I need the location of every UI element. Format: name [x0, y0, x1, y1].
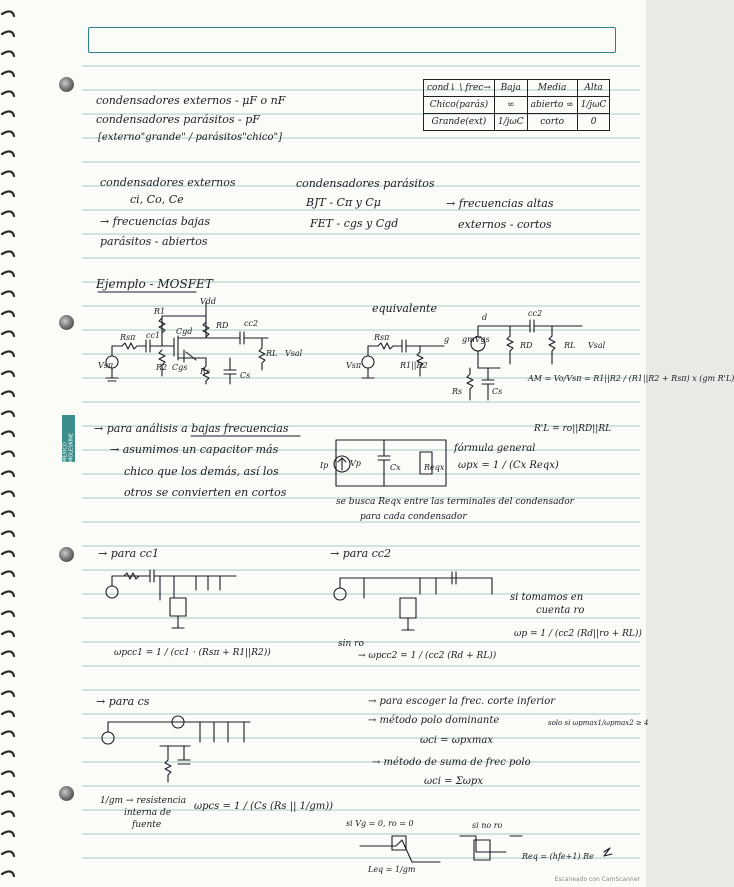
circuit-label: RL: [564, 341, 576, 350]
circuit-label: Rsπ: [120, 333, 136, 342]
table-cell: Chico(parás): [424, 97, 495, 114]
circuit-label: Cgs: [172, 363, 188, 372]
circuit-label: Vsπ: [346, 361, 362, 370]
circuit-label: Vsal: [588, 341, 606, 350]
note-line: → frecuencias altas: [446, 197, 554, 210]
table-cell: Media: [527, 80, 577, 97]
note-line: condensadores parásitos - pF: [96, 113, 260, 126]
circuit-label: gmVgs: [462, 335, 490, 344]
note-line: → frecuencias bajas: [100, 215, 210, 228]
table-cell: cond↓ \ frec→: [424, 80, 495, 97]
note-line: externos - cortos: [458, 218, 552, 231]
circuit-label: Vsal: [285, 349, 303, 358]
table-cell: Alta: [577, 80, 610, 97]
watermark: Escaneado con CamScanner: [554, 876, 640, 883]
note-line: sin ro: [338, 639, 364, 649]
note-line: 1/gm → resistencia: [100, 796, 187, 806]
note-line: si no ro: [472, 821, 503, 830]
circuit-label: Vsπ: [98, 361, 114, 370]
circuit-label: g: [444, 335, 450, 344]
circuit-label: cc2: [244, 319, 259, 328]
note-line: cuenta ro: [536, 605, 585, 616]
note-line: [externo"grande" / parásitos"chico"]: [98, 132, 283, 143]
note-line: → asumimos un capacitor más: [110, 443, 279, 456]
note-line: equivalente: [372, 302, 437, 315]
note-line: → para escoger la frec. corte inferior: [368, 696, 556, 707]
circuit-label: RD: [216, 321, 229, 330]
note-line: otros se convierten en cortos: [124, 486, 287, 499]
note-line: chico que los demás, así los: [124, 465, 279, 478]
table-cell: 1/jωC: [494, 114, 527, 131]
circuit-label: d: [482, 313, 488, 322]
note-line: R'L = ro||RD||RL: [534, 424, 612, 434]
note-line: fuente: [132, 820, 162, 830]
note-line: condensadores externos - μF o nF: [96, 94, 286, 107]
gain-formula: AM = Vo/Vsπ = R1||R2 / (R1||R2 + Rsπ) x (gm R'L): [528, 374, 734, 383]
note-line: solo si ωpmax1/ωpmax2 ≥ 4: [548, 719, 649, 727]
circuit-label: R2: [156, 363, 168, 372]
circuit-label: Vp: [350, 459, 361, 468]
circuit-label: cc2: [528, 309, 543, 318]
circuit-label: R1||R2: [400, 361, 428, 370]
formula: ωpcs = 1 / (Cs (Rs || 1/gm)): [194, 801, 334, 812]
note-line: parásitos - abiertos: [100, 235, 208, 248]
example-title: Ejemplo - MOSFET: [96, 277, 213, 291]
note-line: ci, Co, Ce: [130, 193, 184, 206]
note-line: fórmula general: [454, 443, 536, 454]
note-line: si tomamos en: [510, 592, 584, 603]
table-cell: ∞: [494, 97, 527, 114]
note-line: interna de: [124, 808, 172, 818]
circuit-label: R1: [154, 307, 166, 316]
circuit-label: Ip: [320, 461, 329, 470]
table-cell: abierto ∞: [527, 97, 577, 114]
note-line: → para análisis a bajas frecuencias: [94, 422, 289, 435]
circuit-label: Rs: [452, 387, 463, 396]
table-cell: 0: [577, 114, 610, 131]
circuit-label: Vdd: [200, 297, 217, 306]
note-line: Leq = 1/gm: [368, 865, 416, 874]
note-line: para cada condensador: [360, 512, 467, 522]
note-line: FET - cgs y Cgd: [310, 217, 399, 230]
formula: ωpcc1 = 1 / (cc1 · (Rsπ + R1||R2)): [114, 648, 271, 658]
circuit-label: Rs: [200, 367, 211, 376]
table-cell: corto: [527, 114, 577, 131]
circuit-label: Cs: [240, 371, 251, 380]
note-line: condensadores externos: [100, 176, 236, 189]
note-line: Req = (hfe+1) Re: [522, 852, 594, 861]
circuit-label: cc1: [146, 331, 161, 340]
note-line: condensadores parásitos: [296, 177, 435, 190]
note-line: → método de suma de frec polo: [372, 757, 531, 768]
note-line: se busca Reqx entre las terminales del condensador: [336, 497, 574, 507]
side-tag: MÉXICO MOLESKINE: [62, 415, 75, 462]
table-cell: Baja: [494, 80, 527, 97]
circuit-label: RL: [266, 349, 278, 358]
formula: ωci = Σωpx: [424, 776, 483, 787]
table-cell: Grande(ext): [424, 114, 495, 131]
circuit-label: Cs: [492, 387, 503, 396]
circuit-label: Cx: [390, 463, 401, 472]
formula: ωp = 1 / (cc2 (Rd||ro + RL)): [514, 629, 642, 639]
section-title: → para cc1: [98, 547, 159, 560]
circuit-label: RD: [520, 341, 533, 350]
formula: → ωpcc2 = 1 / (cc2 (Rd + RL)): [358, 651, 497, 661]
note-line: BJT - Cπ y Cμ: [306, 196, 381, 209]
circuit-label: Rsπ: [374, 333, 390, 342]
circuit-label: Cgd: [176, 327, 193, 336]
circuit-label: Reqx: [424, 463, 445, 472]
section-title: → para cs: [96, 695, 150, 708]
section-title: → para cc2: [330, 547, 391, 560]
table-cell: 1/jωC: [577, 97, 610, 114]
note-line: si Vg = 0, ro = 0: [346, 819, 414, 828]
formula: ωpx = 1 / (Cx Reqx): [458, 460, 559, 471]
note-line: → método polo dominante: [368, 715, 500, 726]
formula: ωci = ωpxmax: [420, 735, 493, 746]
